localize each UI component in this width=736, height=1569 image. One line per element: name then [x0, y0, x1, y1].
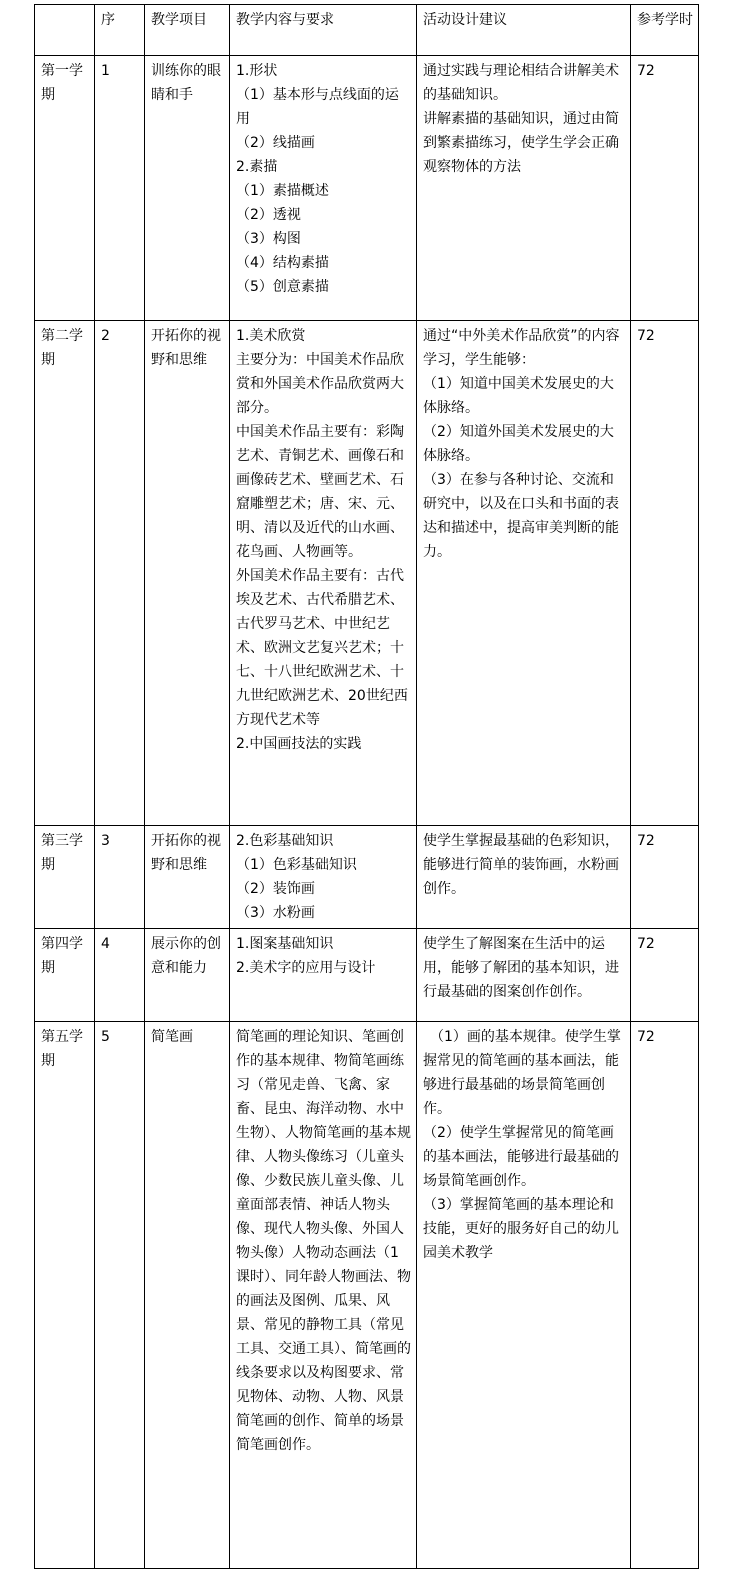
cell-hours: 72 — [631, 321, 699, 826]
curriculum-table — [34, 4, 699, 1569]
table-row — [35, 56, 699, 321]
cell-semester: 第一学期 — [35, 56, 95, 321]
cell-item: 展示你的创意和能力 — [145, 929, 230, 1022]
suggestion-line: （3）掌握简笔画的基本理论和技能，更好的服务好自己的幼儿园美术教学 — [423, 1197, 619, 1261]
content-line: （2）装饰画 — [236, 881, 315, 897]
cell-no: 3 — [95, 826, 145, 929]
content-line: （1）色彩基础知识 — [236, 857, 357, 873]
cell-item: 开拓你的视野和思维 — [145, 321, 230, 826]
content-line: 1.美术欣赏 — [236, 328, 306, 344]
content-line: 中国美术作品主要有：彩陶艺术、青铜艺术、画像石和画像砖艺术、壁画艺术、石窟雕塑艺术；唐、宋、元、明、清以及近代的山水画、花鸟画、人物画等。 — [236, 424, 404, 560]
content-line: （2）透视 — [236, 207, 301, 223]
cell-suggestion — [417, 1022, 631, 1569]
cell-no: 5 — [95, 1022, 145, 1569]
header-content: 教学内容与要求 — [230, 5, 417, 56]
cell-content — [230, 321, 417, 826]
header-semester — [35, 5, 95, 56]
header-item: 教学项目 — [145, 5, 230, 56]
cell-item: 开拓你的视野和思维 — [145, 826, 230, 929]
cell-content — [230, 1022, 417, 1569]
suggestion-line: （2）使学生掌握常见的简笔画的基本画法，能够进行最基础的场景简笔画创作。 — [423, 1125, 619, 1189]
cell-semester: 第四学期 — [35, 929, 95, 1022]
content-line: （4）结构素描 — [236, 255, 329, 271]
suggestion-line: （2）知道外国美术发展史的大体脉络。 — [423, 424, 614, 464]
suggestion-line: 讲解素描的基础知识，通过由简到繁素描练习，使学生学会正确观察物体的方法 — [423, 111, 619, 175]
header-no: 序 — [95, 5, 145, 56]
cell-suggestion — [417, 826, 631, 929]
cell-suggestion — [417, 929, 631, 1022]
content-line: （1）素描概述 — [236, 183, 329, 199]
table-row — [35, 929, 699, 1022]
content-line: 2.色彩基础知识 — [236, 833, 334, 849]
header-suggestion: 活动设计建议 — [417, 5, 631, 56]
cell-suggestion — [417, 56, 631, 321]
cell-semester: 第三学期 — [35, 826, 95, 929]
cell-hours: 72 — [631, 56, 699, 321]
content-line: （3）构图 — [236, 231, 301, 247]
suggestion-line: 使学生了解图案在生活中的运用，能够了解团的基本知识，进行最基础的图案创作创作。 — [423, 936, 619, 1000]
cell-semester: 第二学期 — [35, 321, 95, 826]
cell-content — [230, 826, 417, 929]
cell-no: 4 — [95, 929, 145, 1022]
cell-hours: 72 — [631, 826, 699, 929]
table-header-row — [35, 5, 699, 56]
table-row — [35, 321, 699, 826]
content-line: （5）创意素描 — [236, 279, 329, 295]
cell-content — [230, 56, 417, 321]
suggestion-line: （3）在参与各种讨论、交流和研究中，以及在口头和书面的表达和描述中，提高审美判断的能力。 — [423, 472, 619, 560]
cell-item: 简笔画 — [145, 1022, 230, 1569]
suggestion-line: （1）画的基本规律。使学生掌握常见的简笔画的基本画法，能够进行最基础的场景简笔画创作。 — [423, 1029, 621, 1117]
cell-hours: 72 — [631, 929, 699, 1022]
header-hours: 参考学时 — [631, 5, 699, 56]
table-row — [35, 1022, 699, 1569]
content-line: （3）水粉画 — [236, 905, 315, 921]
cell-hours: 72 — [631, 1022, 699, 1569]
suggestion-line: （1）知道中国美术发展史的大体脉络。 — [423, 376, 614, 416]
content-line: （2）线描画 — [236, 135, 315, 151]
content-line: 2.中国画技法的实践 — [236, 736, 362, 752]
cell-content — [230, 929, 417, 1022]
content-line: 2.美术字的应用与设计 — [236, 960, 376, 976]
cell-no: 1 — [95, 56, 145, 321]
cell-item: 训练你的眼睛和手 — [145, 56, 230, 321]
content-line: 简笔画的理论知识、笔画创作的基本规律、物简笔画练习（常见走兽、飞禽、家畜、昆虫、海洋动物、水中生物）、人物简笔画的基本规律、人物头像练习（儿童头像、少数民族儿童头像、儿童面部表情、神话人物头像、现代人物头像、外国人物头像）人物动态画法（1课时）、同年龄人物画法、物的画法及图例、瓜果、风景、常见的静物工具（常见工具、交通工具）、简笔画的线条要求以及构图要求、常见物体、动物、人物、风景简笔画的创作、简单的场景简笔画创作。 — [236, 1029, 411, 1453]
cell-semester: 第五学期 — [35, 1022, 95, 1569]
suggestion-line: 使学生掌握最基础的色彩知识，能够进行简单的装饰画，水粉画创作。 — [423, 833, 619, 897]
content-line: 2.素描 — [236, 159, 278, 175]
content-line: 1.形状 — [236, 63, 278, 79]
table-row — [35, 826, 699, 929]
suggestion-line: 通过“中外美术作品欣赏”的内容学习，学生能够： — [423, 328, 620, 368]
cell-suggestion — [417, 321, 631, 826]
suggestion-line: 通过实践与理论相结合讲解美术的基础知识。 — [423, 63, 619, 103]
content-line: （1）基本形与点线面的运用 — [236, 87, 399, 127]
content-line: 外国美术作品主要有：古代埃及艺术、古代希腊艺术、古代罗马艺术、中世纪艺术、欧洲文艺复兴艺术；十七、十八世纪欧洲艺术、十九世纪欧洲艺术、20世纪西方现代艺术等 — [236, 568, 408, 728]
content-line: 主要分为：中国美术作品欣赏和外国美术作品欣赏两大部分。 — [236, 352, 404, 416]
cell-no: 2 — [95, 321, 145, 826]
content-line: 1.图案基础知识 — [236, 936, 334, 952]
